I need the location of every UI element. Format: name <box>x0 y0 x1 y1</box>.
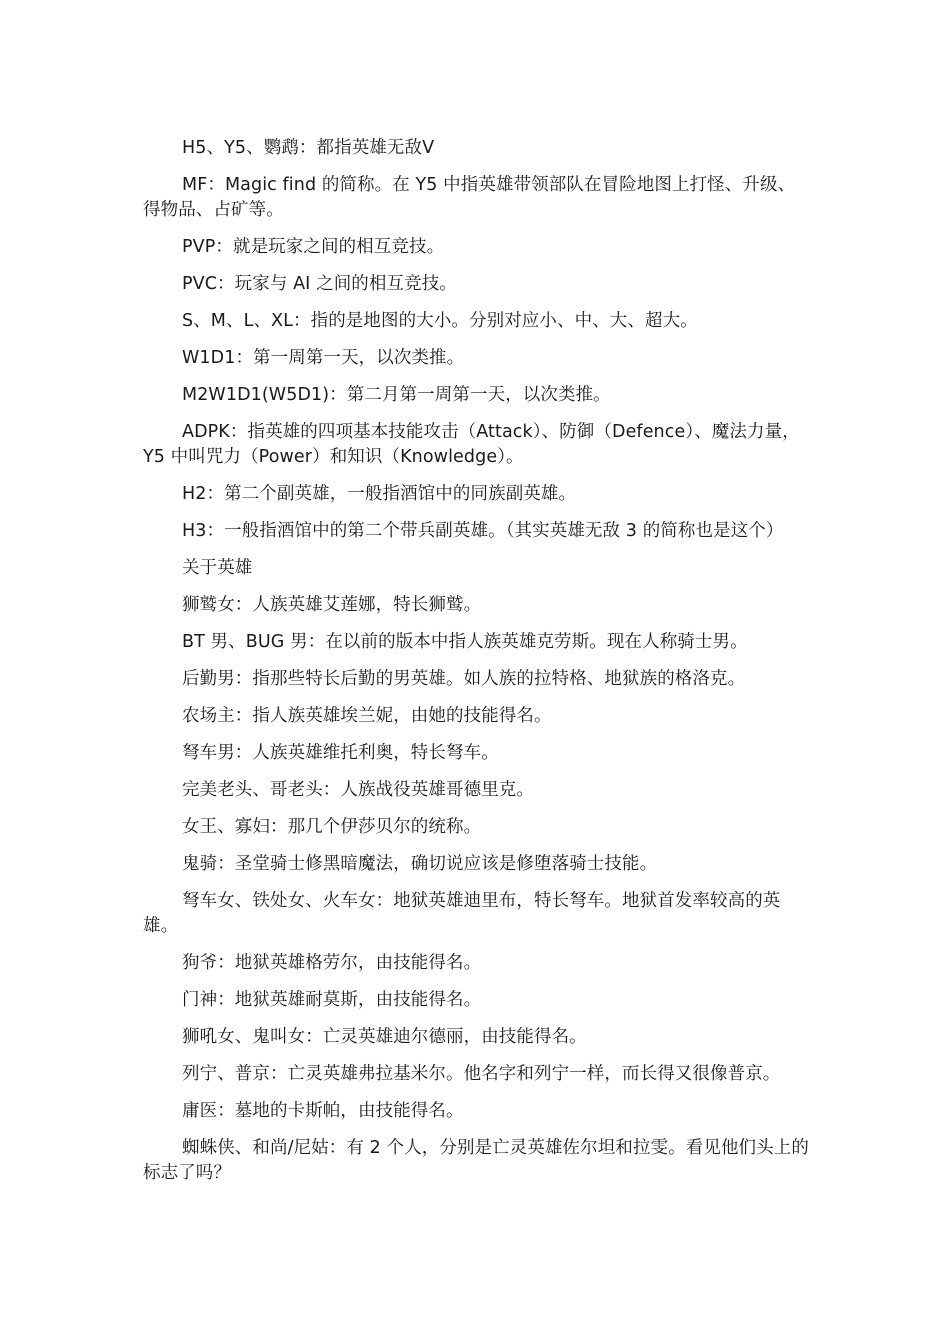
paragraph-h2: H2：第二个副英雄，一般指酒馆中的同族副英雄。 <box>182 484 577 504</box>
paragraph-spiderman-monk: 蜘蛛侠、和尚/尼姑：有 2 个人，分别是亡灵英雄佐尔坦和拉雯。看见他们头上的标志了吗？ <box>143 1138 809 1183</box>
paragraph-map-size: S、M、L、XL：指的是地图的大小。分别对应小、中、大、超大。 <box>182 311 698 331</box>
paragraph-perfect-old-man: 完美老头、哥老头：人族战役英雄哥德里克。 <box>182 780 534 800</box>
paragraph-dog-master: 狗爷：地狱英雄格劳尔，由技能得名。 <box>182 953 482 973</box>
paragraph-h3: H3：一般指酒馆中的第二个带兵副英雄。（其实英雄无敌 3 的简称也是这个） <box>182 521 784 541</box>
paragraph-logistics-man: 后勤男：指那些特长后勤的男英雄。如人族的拉特格、地狱族的格洛克。 <box>182 669 746 689</box>
paragraph-griffin-girl: 狮鹫女：人族英雄艾莲娜，特长狮鹫。 <box>182 595 482 615</box>
paragraph-w1d1: W1D1：第一周第一天，以次类推。 <box>182 348 465 368</box>
paragraph-ballista-woman: 弩车女、铁处女、火车女：地狱英雄迪里布，特长弩车。地狱首发率较高的英雄。 <box>143 891 781 936</box>
paragraph-lion-roar-woman: 狮吼女、鬼叫女：亡灵英雄迪尔德丽，由技能得名。 <box>182 1027 587 1047</box>
paragraph-m2w1d1: M2W1D1(W5D1)：第二月第一周第一天，以次类推。 <box>182 385 611 405</box>
paragraph-door-god: 门神：地狱英雄耐莫斯，由技能得名。 <box>182 990 482 1010</box>
paragraph-queen-widow: 女王、寡妇：那几个伊莎贝尔的统称。 <box>182 817 482 837</box>
paragraph-adpk: ADPK：指英雄的四项基本技能攻击（Attack）、防御（Defence）、魔法力量，Y5 中叫咒力（Power）和知识（Knowledge）。 <box>143 422 800 467</box>
document-body <box>143 136 811 1198</box>
paragraph-pvp: PVP：就是玩家之间的相互竞技。 <box>182 237 445 257</box>
paragraph-ghost-knight: 鬼骑：圣堂骑士修黑暗魔法，确切说应该是修堕落骑士技能。 <box>182 854 658 874</box>
paragraph-bt-man: BT 男、BUG 男：在以前的版本中指人族英雄克劳斯。现在人称骑士男。 <box>182 632 748 652</box>
paragraph-lenin-putin: 列宁、普京：亡灵英雄弗拉基米尔。他名字和列宁一样，而长得又很像普京。 <box>182 1064 781 1084</box>
paragraph-farm-owner: 农场主：指人族英雄埃兰妮，由她的技能得名。 <box>182 706 552 726</box>
section-heading-heroes: 关于英雄 <box>182 558 253 578</box>
paragraph-quack-doctor: 庸医：墓地的卡斯帕，由技能得名。 <box>182 1101 464 1121</box>
paragraph-pvc: PVC：玩家与 AI 之间的相互竞技。 <box>182 274 457 294</box>
paragraph-mf-abbrev: MF：Magic find 的简称。在 Y5 中指英雄带领部队在冒险地图上打怪、升级、得物品、占矿等。 <box>143 175 796 220</box>
paragraph-h5-abbrev: H5、Y5、鹦鹉：都指英雄无敌Ⅴ <box>182 138 435 158</box>
paragraph-ballista-man: 弩车男：人族英雄维托利奥，特长弩车。 <box>182 743 499 763</box>
